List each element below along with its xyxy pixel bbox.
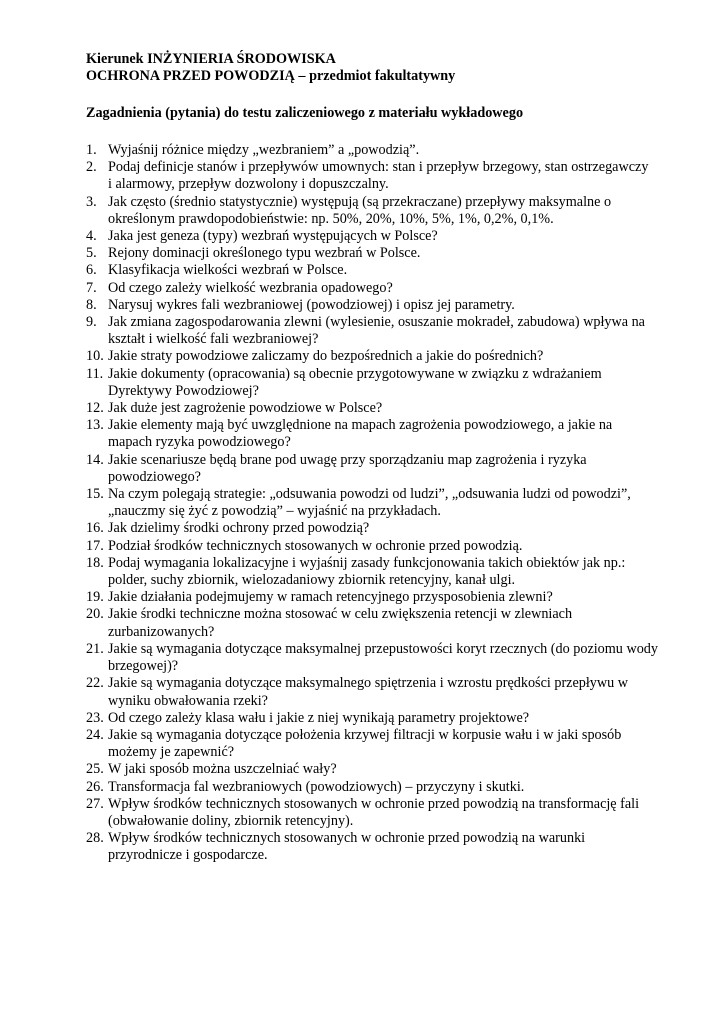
question-item [86, 194, 686, 228]
question-item [86, 710, 686, 727]
question-item [86, 417, 686, 451]
question-text-line: Klasyfikacja wielkości wezbrań w Polsce. [108, 262, 348, 279]
question-number: 2. [86, 159, 97, 176]
question-text-line: Dyrektywy Powodziowej? [108, 382, 259, 399]
question-text [108, 675, 686, 709]
question-text-line: Wyjaśnij różnice między „wezbraniem” a „powodzią”. [108, 142, 420, 158]
question-number: 26. [86, 778, 104, 795]
question-text-line: W jaki sposób można uszczelniać wały? [108, 761, 337, 778]
question-item [86, 520, 686, 537]
question-text-line: powodziowego? [108, 468, 201, 485]
question-text [108, 779, 686, 796]
question-item [86, 727, 686, 761]
question-item [86, 297, 686, 314]
question-text [108, 606, 686, 640]
question-text-line: mapach ryzyka powodziowego? [108, 434, 291, 451]
question-text-line: „nauczmy się żyć z powodzią” – wyjaśnić na przykładach. [108, 503, 441, 520]
question-item [86, 348, 686, 365]
question-text-line: Jakie straty powodziowe zaliczamy do bezpośrednich a jakie do pośrednich? [108, 348, 544, 365]
question-text-line: Wpływ środków technicznych stosowanych w ochronie przed powodzią na transformację fali [108, 795, 640, 812]
question-text [108, 830, 686, 864]
question-text-line: brzegowej)? [108, 658, 179, 675]
question-number: 9. [86, 314, 97, 331]
question-text [108, 538, 686, 555]
question-number: 13. [86, 417, 104, 434]
question-number: 1. [86, 142, 97, 158]
question-item [86, 641, 686, 675]
question-text [108, 727, 686, 761]
question-text [108, 486, 686, 520]
question-text [108, 262, 686, 279]
question-text [108, 796, 686, 830]
question-item [86, 796, 686, 830]
question-text [108, 348, 686, 365]
question-text-line: polder, suchy zbiornik, wielozadaniowy zbiornik retencyjny, kanał ulgi. [108, 572, 516, 589]
question-text [108, 245, 686, 262]
question-number: 16. [86, 520, 104, 537]
question-item [86, 589, 686, 606]
question-number: 21. [86, 640, 104, 657]
question-text-line: Podaj definicje stanów i przepływów umownych: stan i przepływ brzegowy, stan ostrzegawczy [108, 159, 649, 176]
question-text-line: Jakie są wymagania dotyczące maksymalnego spiętrzenia i wzrostu prędkości przepływu w [108, 675, 629, 692]
question-text [108, 366, 686, 400]
question-item [86, 400, 686, 417]
question-text-line: Jak dzielimy środki ochrony przed powodzią? [108, 520, 370, 537]
question-number: 11. [86, 365, 104, 382]
question-item [86, 314, 686, 348]
question-text [108, 520, 686, 537]
question-item [86, 262, 686, 279]
question-text-line: Jak często (średnio statystycznie) występują (są przekraczane) przepływy maksymalne o [108, 193, 612, 210]
question-text [108, 641, 686, 675]
question-text-line: Podział środków technicznych stosowanych w ochronie przed powodzią. [108, 537, 523, 554]
question-text-line: Wpływ środków technicznych stosowanych w ochronie przed powodzią na warunki [108, 830, 586, 847]
question-item [86, 779, 686, 796]
question-text [108, 761, 686, 778]
question-text [108, 297, 686, 314]
question-item [86, 555, 686, 589]
question-number: 8. [86, 296, 97, 313]
question-item [86, 142, 686, 159]
question-number: 4. [86, 228, 97, 245]
question-text [108, 452, 686, 486]
question-number: 3. [86, 193, 97, 210]
question-number: 5. [86, 245, 97, 262]
question-text-line: Rejony dominacji określonego typu wezbrań w Polsce. [108, 245, 421, 262]
question-text-line: Jakie działania podejmujemy w ramach retencyjnego przysposobienia zlewni? [108, 589, 553, 606]
question-item [86, 761, 686, 778]
question-item [86, 675, 686, 709]
question-text-line: Na czym polegają strategie: „odsuwania powodzi od ludzi”, „odsuwania ludzi od powodzi”, [108, 486, 631, 503]
question-item [86, 486, 686, 520]
question-text [108, 194, 686, 228]
document-subtitle: Zagadnienia (pytania) do testu zaliczeniowego z materiału wykładowego [86, 105, 524, 121]
question-text-line: Jak duże jest zagrożenie powodziowe w Polsce? [108, 400, 383, 417]
document-page [86, 51, 686, 865]
question-item [86, 606, 686, 640]
question-text-line: Jakie są wymagania dotyczące położenia krzywej filtracji w korpusie wału i w jaki sposób [108, 726, 622, 743]
question-text-line: i alarmowy, przepływ dozwolony i dopuszczalny. [108, 176, 389, 193]
question-number: 24. [86, 726, 104, 743]
question-number: 22. [86, 675, 104, 692]
question-item [86, 228, 686, 245]
question-number: 17. [86, 537, 104, 554]
question-item [86, 538, 686, 555]
question-text-line: Jakie elementy mają być uwzględnione na mapach zagrożenia powodziowego, a jakie na [108, 417, 613, 434]
question-number: 10. [86, 348, 104, 365]
question-text-line: kształt i wielkość fali wezbraniowej? [108, 331, 319, 348]
question-text [108, 159, 686, 193]
question-text [108, 314, 686, 348]
question-text [108, 589, 686, 606]
question-text-line: Jakie środki techniczne można stosować w celu zwiększenia retencji w zlewniach [108, 606, 573, 623]
question-text-line: Od czego zależy klasa wału i jakie z niej wynikają parametry projektowe? [108, 709, 530, 726]
question-number: 25. [86, 761, 104, 778]
question-text [108, 142, 686, 159]
question-number: 15. [86, 486, 104, 503]
question-number: 27. [86, 795, 104, 812]
subject-heading: OCHRONA PRZED POWODZIĄ – przedmiot fakultatywny [86, 68, 456, 84]
question-text [108, 417, 686, 451]
question-number: 23. [86, 709, 104, 726]
question-item [86, 830, 686, 864]
question-text-line: zurbanizowanych? [108, 623, 215, 640]
question-text [108, 710, 686, 727]
question-text-line: (obwałowanie doliny, zbiornik retencyjny). [108, 812, 354, 829]
question-item [86, 245, 686, 262]
question-number: 18. [86, 554, 104, 571]
question-number: 19. [86, 589, 104, 606]
question-text [108, 555, 686, 589]
question-text [108, 228, 686, 245]
question-text-line: Jakie dokumenty (opracowania) są obecnie przygotowywane w związku z wdrażaniem [108, 365, 602, 382]
question-text-line: Jaka jest geneza (typy) wezbrań występujących w Polsce? [108, 228, 438, 245]
question-text-line: Transformacja fal wezbraniowych (powodziowych) – przyczyny i skutki. [108, 778, 525, 795]
question-text-line: Jakie są wymagania dotyczące maksymalnej przepustowości koryt rzecznych (do poziomu wody [108, 640, 658, 657]
question-number: 7. [86, 279, 97, 296]
question-item [86, 280, 686, 297]
question-item [86, 159, 686, 193]
question-text-line: Jakie scenariusze będą brane pod uwagę przy sporządzaniu map zagrożenia i ryzyka [108, 451, 587, 468]
question-text-line: przyrodnicze i gospodarcze. [108, 847, 268, 864]
question-number: 6. [86, 262, 97, 279]
question-item [86, 452, 686, 486]
question-number: 12. [86, 400, 104, 417]
question-number: 20. [86, 606, 104, 623]
question-number: 28. [86, 830, 104, 847]
question-item [86, 366, 686, 400]
question-text [108, 280, 686, 297]
course-heading: Kierunek INŻYNIERIA ŚRODOWISKA [86, 51, 336, 67]
question-text-line: Narysuj wykres fali wezbraniowej (powodziowej) i opisz jej parametry. [108, 296, 515, 313]
question-text-line: możemy je zapewnić? [108, 744, 235, 761]
question-text-line: wyniku obwałowania rzeki? [108, 692, 268, 709]
question-text [108, 400, 686, 417]
question-text-line: Jak zmiana zagospodarowania zlewni (wylesienie, osuszanie mokradeł, zabudowa) wpływa na [108, 314, 645, 331]
question-text-line: Od czego zależy wielkość wezbrania opadowego? [108, 279, 393, 296]
question-text-line: Podaj wymagania lokalizacyjne i wyjaśnij zasady funkcjonowania takich obiektów jak np.: [108, 554, 626, 571]
question-text-line: określonym prawdopodobieństwie: np. 50%, 20%, 10%, 5%, 1%, 0,2%, 0,1%. [108, 210, 554, 227]
question-list [86, 142, 686, 865]
question-number: 14. [86, 451, 104, 468]
